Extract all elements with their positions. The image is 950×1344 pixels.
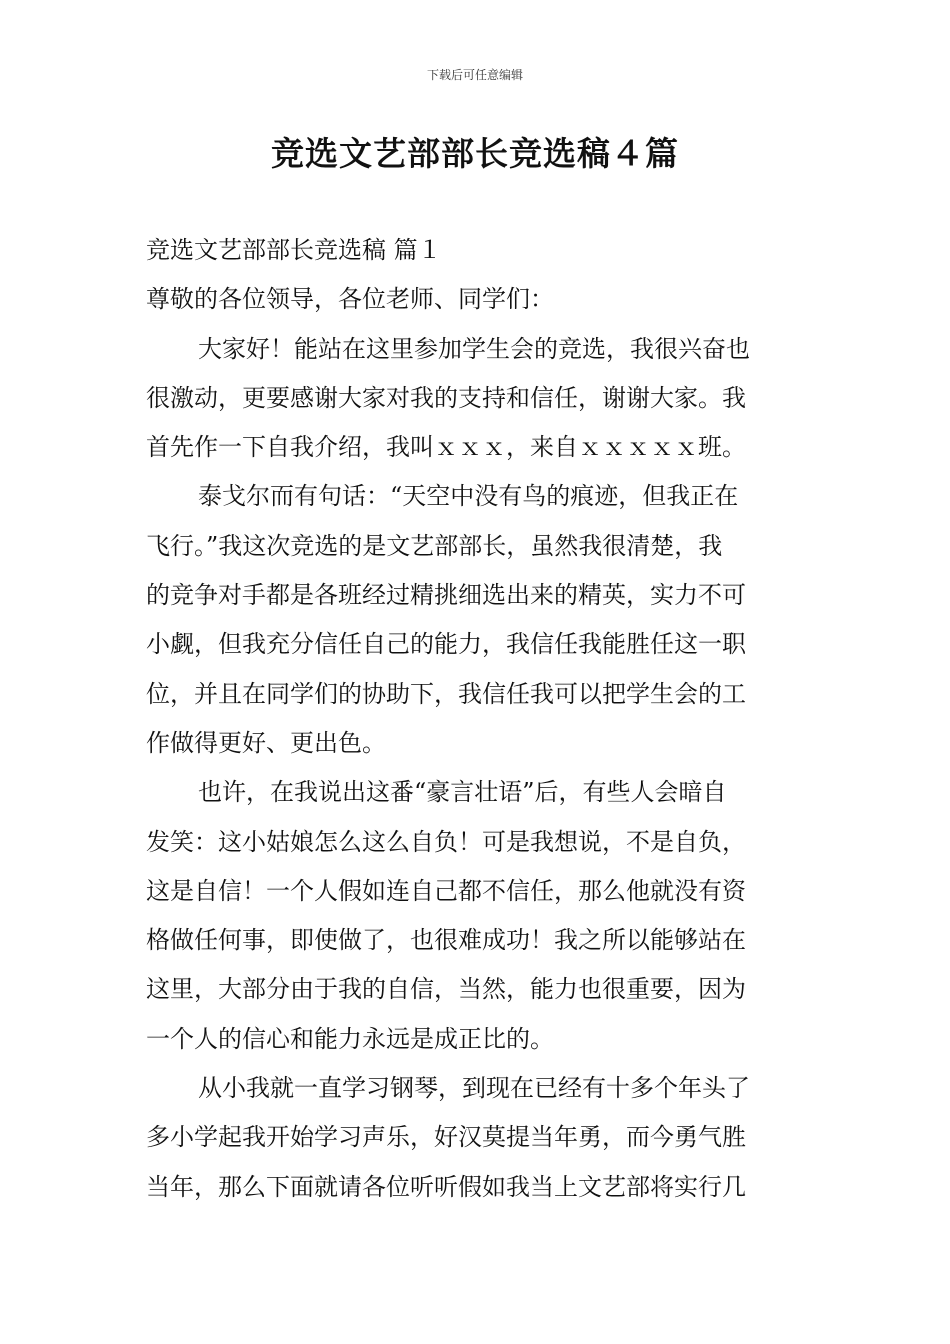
document-body — [146, 226, 806, 1212]
paragraph-line: 多小学起我开始学习声乐，好汉莫提当年勇，而今勇气胜 — [146, 1123, 746, 1152]
paragraph-line: 的竞争对手都是各班经过精挑细选出来的精英，实力不可 — [146, 581, 746, 610]
paragraph-line: 大家好！能站在这里参加学生会的竞选，我很兴奋也 — [198, 334, 750, 363]
paragraph-line: 当年，那么下面就请各位听听假如我当上文艺部将实行几 — [146, 1172, 746, 1201]
paragraph-line: 发笑：这小姑娘怎么这么自负！可是我想说，不是自负， — [146, 827, 746, 856]
paragraph-line: 这是自信！一个人假如连自己都不信任，那么他就没有资 — [146, 876, 746, 905]
paragraph-line: 格做任何事，即使做了，也很难成功！我之所以能够站在 — [146, 926, 746, 955]
paragraph-line: 这里，大部分由于我的自信，当然，能力也很重要，因为 — [146, 975, 746, 1004]
paragraph-line: 飞行。”我这次竞选的是文艺部部长，虽然我很清楚，我 — [146, 531, 723, 560]
header-note: 下载后可任意编辑 — [426, 68, 523, 82]
paragraph-line: 首先作一下自我介绍，我叫ｘｘｘ，来自ｘｘｘｘｘ班。 — [146, 433, 746, 462]
paragraph-line: 很激动，更要感谢大家对我的支持和信任，谢谢大家。我 — [146, 383, 746, 412]
paragraph-line: 作做得更好、更出色。 — [146, 728, 386, 757]
paragraph-line: 泰戈尔而有句话：“天空中没有鸟的痕迹，但我正在 — [198, 482, 739, 511]
paragraph-line: 一个人的信心和能力永远是成正比的。 — [146, 1024, 554, 1053]
paragraph-1 — [146, 325, 806, 473]
paragraph-4 — [146, 1064, 806, 1212]
paragraph-line: 小觑，但我充分信任自己的能力，我信任我能胜任这一职 — [146, 630, 746, 659]
salutation: 尊敬的各位领导，各位老师、同学们： — [146, 285, 554, 314]
paragraph-2 — [146, 472, 806, 768]
paragraph-line: 也许，在我说出这番“豪言壮语”后，有些人会暗自 — [198, 778, 727, 807]
paragraph-3 — [146, 768, 806, 1064]
document-title: 竞选文艺部部长竞选稿４篇 — [271, 134, 679, 173]
paragraph-line: 从小我就一直学习钢琴，到现在已经有十多个年头了 — [198, 1074, 750, 1103]
paragraph-line: 位，并且在同学们的协助下，我信任我可以把学生会的工 — [146, 679, 746, 708]
section-heading: 竞选文艺部部长竞选稿 篇１ — [146, 236, 442, 264]
